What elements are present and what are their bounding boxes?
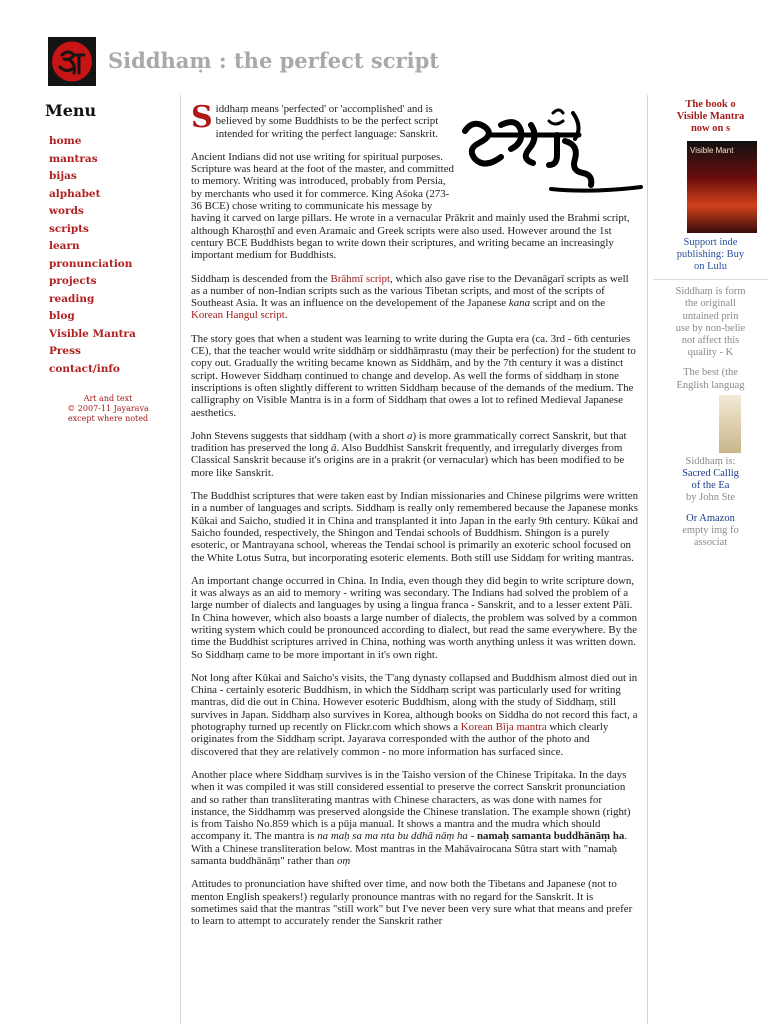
paragraph-text: script and on the <box>530 297 606 310</box>
placeholder-line: associat <box>693 537 728 549</box>
paragraph <box>191 430 639 479</box>
article-body <box>191 100 639 939</box>
drop-cap: S <box>191 100 213 135</box>
menu-item-words[interactable]: words <box>49 205 84 217</box>
note-line: untained prin <box>682 310 739 322</box>
heading-line: Visible Mantra <box>676 111 745 123</box>
paragraph: Ancient Indians did not use writing for spiritual purposes. Scripture was heard at the foot of the master, and committed to memory. Writing was introduced, probably from Persia, by merchants who used it for commerce. King Aśoka (273-36 BCE) chose writing to communicate his message by having it carved on large pillars. He wrote in a vernacular Prākrit and mainly used the Brahmi script, although Kharoṣṭhī and even Aramaic and Greek scripts were also used. However around the 1st century BCE Buddhists began to write down their scriptures, and writing became an increasingly important medium for Buddhists. <box>191 150 630 262</box>
siddham-calligraphy-image <box>461 105 647 197</box>
heading-line: The book o <box>685 99 736 110</box>
copyright-line: Art and text <box>83 394 133 403</box>
paragraph <box>191 273 639 322</box>
menu-item-bijas[interactable]: bijas <box>49 170 77 182</box>
paragraph: The story goes that when a student was learning to write during the Gupta era (ca. 3rd - 6th centuries CE), that the teacher would write siddhāṃ or siddhāṃrastu (may their be perfection) for the student to copy out. Gradually the writing became known as Siddhāṃ, and by the 7th century it was a distinct script. However Siddhaṃ continued to change and develop. As well the forms of siddhaṃ in stone inscriptions is often slightly different to written Siddhaṃ because of the demands of the medium. The calligraphy on Visible Mantra is in a form of Siddhaṃ that owes a lot to refined Medieval Japanese aesthetics. <box>191 332 636 419</box>
site-logo[interactable] <box>48 37 96 86</box>
book-promo-heading[interactable] <box>653 99 768 136</box>
book-thumbnail-image[interactable] <box>719 395 741 453</box>
paragraph-text: Not long after Kūkai and Saicho's visits, the T'ang dynasty collapsed and Buddhism almost died out in China - certainly esoteric Buddhism, in which the Siddhaṃ script was particularly used for writing mantras, did die out in China. However esoteric Buddhism, along with the study of Siddhaṃ, still survives in Japan. Siddhaṃ also survives in Korea, although books on Siddha do not record this fact, a photography turned up recently on Flickr.com which shows a <box>191 671 638 734</box>
heading-line: now on s <box>690 123 731 135</box>
paragraph-text: - <box>467 830 477 843</box>
divider <box>653 279 768 280</box>
copyright-notice <box>48 394 168 424</box>
menu-item-alphabet[interactable]: alphabet <box>49 187 101 200</box>
menu-item-learn[interactable]: learn <box>49 240 80 252</box>
emphasis: ā <box>331 442 337 455</box>
right-sidebar <box>653 95 768 595</box>
note-line: English languag <box>676 379 745 391</box>
paragraph-text: which clearly originates from the Siddhaṃ script. Jayarava corresponded with the author of the photo and discovered that they are relatively common - no more information has surfaced since. <box>191 721 609 758</box>
copyright-line: except where noted <box>67 414 149 423</box>
paragraph-text: . Also Buddhist Sanskrit frequently, and irregularly diverges from Classical Sanskrit because it's origins are in a prakrit (or vernacular) which has been modified to be more like Sanskrit. <box>191 442 625 479</box>
emphasis: a <box>406 429 413 442</box>
paragraph: Attitudes to pronunciation have shifted over time, and now both the Tibetans and Japanese (not to menton English speakers!) regularly pronounce mantras with no regard for the Sanskrit. It is sometimes said that the mantras "still work" but I've never been very sure what that means and prefer to learn to attempt to accurately render the Sanskrit rather <box>191 878 633 928</box>
menu-item-blog[interactable]: blog <box>49 310 75 322</box>
menu-item-contact-info[interactable]: contact/info <box>49 362 120 375</box>
paragraph-text: ) is more grammatically correct Sanskrit, but that tradition has preserved the long <box>191 429 627 455</box>
paragraph <box>191 672 639 758</box>
menu-item-mantras[interactable]: mantras <box>49 152 98 165</box>
amazon-link[interactable]: Or Amazon <box>686 512 735 524</box>
menu-item-projects[interactable]: projects <box>49 275 97 287</box>
lulu-support-link[interactable] <box>653 237 768 274</box>
paragraph-text: iddhaṃ means 'perfected' or 'accomplished' and is believed by some Buddhists to be the perfect script intended for writing the perfect language: Sanskrit. <box>215 103 439 140</box>
emphasis: na maḥ sa ma nta bu ddhā nāṃ ha <box>317 830 468 843</box>
link-line: Sacred Callig <box>682 468 739 480</box>
paragraph-text: , which also gave rise to the Devanāgarī scripts as well as a number of non-Indian scripts such as the various Tibetan scripts, and most of the scripts of Southeast Asia. It was an influence on the developement of the Japanese <box>191 272 629 310</box>
emphasis: oṃ <box>336 855 351 868</box>
emphasis: kana <box>508 297 531 310</box>
link-line: of the Ea <box>691 480 730 492</box>
strong-text: namaḥ samanta buddhānāṃ ha <box>476 830 625 843</box>
link-line: on Lulu <box>694 261 727 273</box>
note-line: not affect this <box>681 335 740 347</box>
note-line: The best (the <box>683 367 738 379</box>
menu-heading: Menu <box>45 101 97 120</box>
paragraph-text: . With a Chinese transliteration below. Most mantras in the Mahāvairocana Sūtra start with "namaḥ samanta buddhānāṃ" rather than <box>191 830 628 868</box>
author-line: by John Ste <box>685 492 735 504</box>
main-content <box>180 95 648 1024</box>
copyright-line[interactable]: © 2007-11 Jayarava <box>67 404 149 413</box>
menu-item-visible-mantra-press[interactable]: Visible Mantra Press <box>49 327 136 357</box>
menu-item-home[interactable]: home <box>49 135 82 147</box>
siddham-note <box>653 286 768 359</box>
brahmi-script-link[interactable]: Brāhmī script <box>330 272 391 285</box>
menu-item-scripts[interactable]: scripts <box>49 222 89 235</box>
paragraph-text: Another place where Siddhaṃ survives is in the Taisho version of the Chinese Tripitaka. In the days when it was compiled it was still considered essential to preserve the correct Sanskrit pronunciation and so rather than transliterating mantras with Chinese characters, as was done with names for instance, the Siddhamṃ was preserved alongside the Chinese translation. The example shown (right) is from Taisho No.859 which is a pūja manual. It shows a mantra and the mudra which should accompany it. The mantra is <box>191 768 631 843</box>
paragraph <box>191 769 639 867</box>
placeholder-line: empty img fo <box>682 524 739 536</box>
link-line: Support inde <box>683 236 738 248</box>
paragraph-text: John Stevens suggests that siddhaṃ (with a short <box>191 429 407 442</box>
menu-item-reading[interactable]: reading <box>49 292 95 305</box>
menu-item-pronunciation[interactable]: pronunciation <box>49 257 133 270</box>
korean-bija-mantra-link[interactable]: Korean Bīja mantra <box>460 721 547 734</box>
link-line: publishing: Buy <box>676 248 745 260</box>
note-line: the originall <box>684 298 737 310</box>
siddham-is-label: Siddhaṃ is: <box>685 455 736 467</box>
paragraph-text: Siddhaṃ is descended from the <box>191 272 331 285</box>
book-cover-image[interactable] <box>687 141 757 233</box>
paragraph: The Buddhist scriptures that were taken east by Indian missionaries and Chinese pilgrims were written in a number of languages and scripts. Siddhaṃ is really only remembered because the Japanese monks Kūkai and Saicho, studied it in China and transplanted it into Japan in the early 9th century. Kūkai and Saicho founded, respectively, the Shingon and Tendai schools of Buddhism. Shingon is a purely esoteric, or Mantrayana school, whereas the Tendai school is primarily an exoteric school focused on the White Lotus Sutra, but incorporating esoteric elements. Both still use Siddaṃ for writing mantras. <box>191 490 639 564</box>
paragraph: An important change occurred in China. In India, even though they did begin to write scripture down, it was always as an aid to memory - writing was secondary. The Indians had solved the problem of a large number of dialects and languages by using a lingua franca - Sanskrit, and to a lesser extent Pāli. In China however, which also boasts a large number of dialects, the problem was solved by a common writing system which could be pronounced according to dialect, but read the same everywhere. By the time the Buddhist scriptures arrived in China, nothing was worth anything unless it was written down. So Siddhaṃ came to be more important in it's own right. <box>191 574 638 661</box>
paragraph-text: . <box>284 309 288 322</box>
note-line: Siddhaṃ is form <box>675 286 746 298</box>
book-cover-title: Visible Mant <box>690 145 734 155</box>
site-title[interactable]: Siddhaṃ : the perfect script <box>108 48 439 73</box>
sidebar-menu <box>49 133 169 378</box>
note-line: use by non-belie <box>675 322 746 334</box>
korean-hangul-link[interactable]: Korean Hangul script <box>191 309 285 322</box>
siddham-logo-icon <box>48 37 96 86</box>
best-book-note <box>653 367 768 391</box>
note-line: quality - K <box>687 347 734 359</box>
sacred-calligraphy-link[interactable] <box>653 468 768 492</box>
associate-image-placeholder[interactable] <box>653 525 768 549</box>
